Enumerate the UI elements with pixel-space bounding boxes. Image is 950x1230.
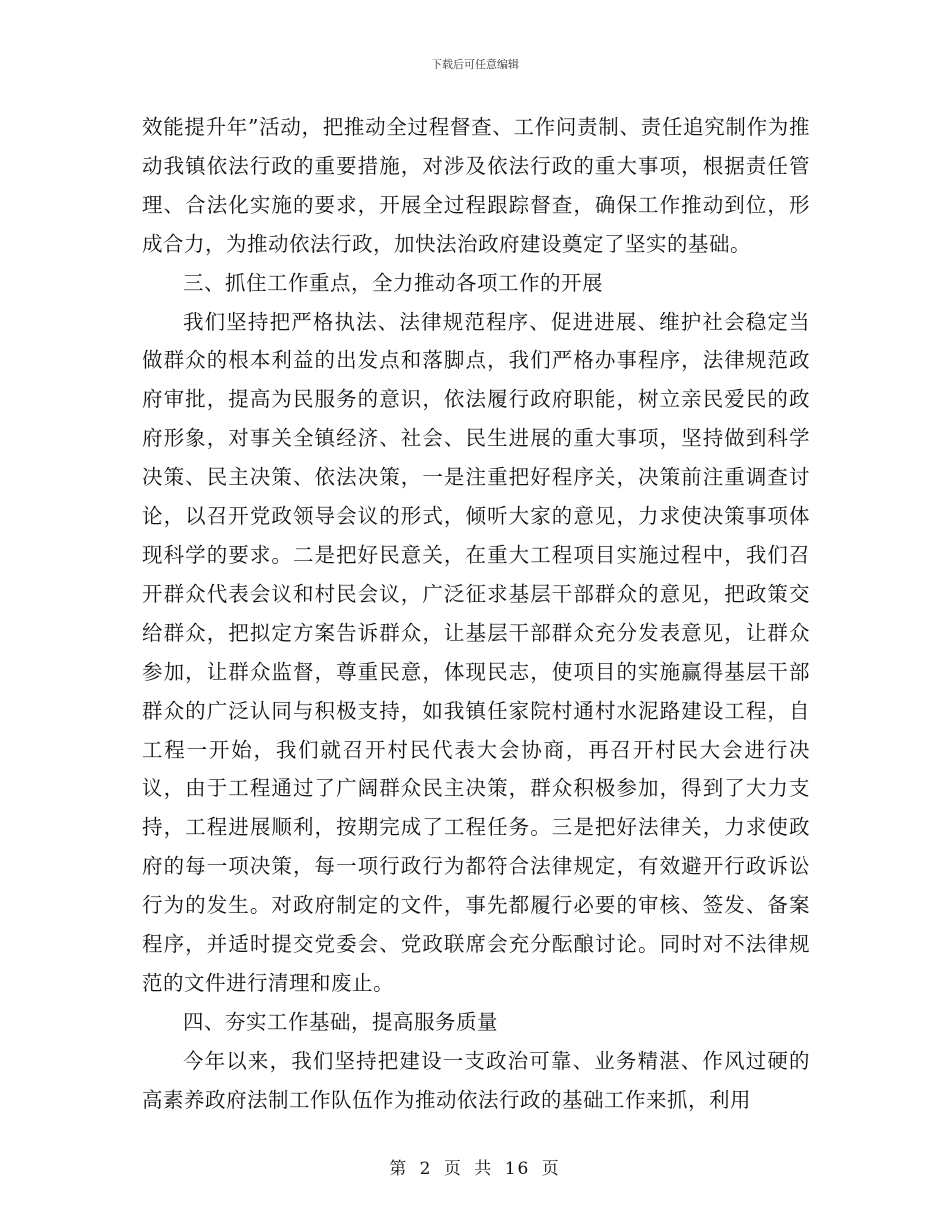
section-heading-3: 三、抓住工作重点，全力推动各项工作的开展	[183, 270, 603, 295]
paragraph-section-3: 我们坚持把严格执法、法律规范程序、促进进展、维护社会稳定当做群众的根本利益的出发点和落脚点，我们严格办事程序，法律规范政府审批，提高为民服务的意识，依法履行政府职能，树立亲民爱民的政府形象，对事关全镇经济、社会、民生进展的重大事项，坚持做到科学决策、民主决策、依法决策，一是注重把好程序关，决策前注重调查讨论，以召开党政领导会议的形式，倾听大家的意见，力求使决策事项体现科学的要求。二是把好民意关，在重大工程项目实施过程中，我们召开群众代表会议和村民会议，广泛征求基层干部群众的意见，把政策交给群众，把拟定方案告诉群众，让基层干部群众充分发表意见，让群众参加，让群众监督，尊重民意，体现民志，使项目的实施赢得基层干部群众的广泛认同与积极支持，如我镇任家院村通村水泥路建设工程，自工程一开始，我们就召开村民代表大会协商，再召开村民大会进行决议，由于工程通过了广阔群众民主决策，群众积极参加，得到了大力支持，工程进展顺利，按期完成了工程任务。三是把好法律关，力求使政府的每一项决策，每一项行政行为都符合法律规定，有效避开行政诉讼行为的发生。对政府制定的文件，事先都履行必要的审核、签发、备案程序，并适时提交党委会、党政联席会充分酝酿讨论。同时对不法律规范的文件进行清理和废止。	[142, 309, 810, 995]
page-header: 下载后可任意编辑	[431, 58, 519, 71]
document-body	[142, 108, 810, 1120]
page-number-footer: 第 2 页 共 16 页	[389, 1159, 561, 1179]
paragraph-section-4: 今年以来，我们坚持把建设一支政治可靠、业务精湛、作风过硬的高素养政府法制工作队伍作为推动依法行政的基础工作来抓，利用	[142, 1048, 810, 1112]
paragraph-continuation: 效能提升年”活动，把推动全过程督查、工作问责制、责任追究制作为推动我镇依法行政的重要措施，对涉及依法行政的重大事项，根据责任管理、合法化实施的要求，开展全过程跟踪督查，确保工作推动到位，形成合力，为推动依法行政，加快法治政府建设奠定了坚实的基础。	[142, 115, 810, 256]
section-heading-4: 四、夯实工作基础，提高服务质量	[183, 1009, 498, 1034]
